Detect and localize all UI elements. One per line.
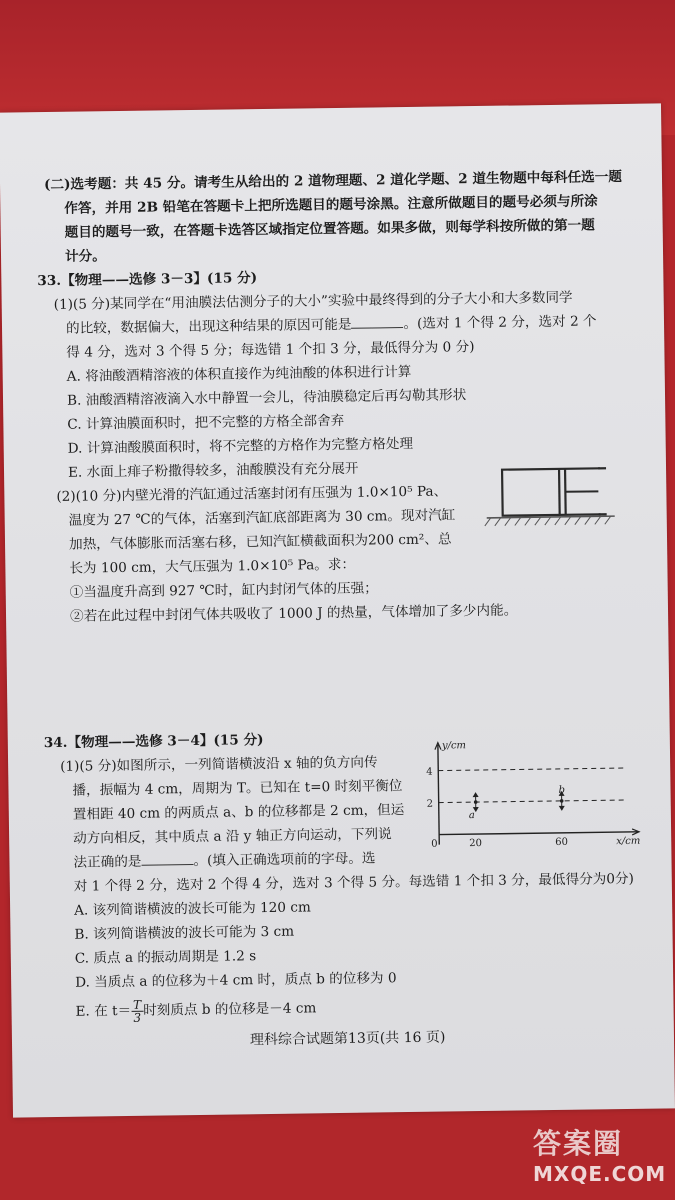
fraction-denominator: 3 (133, 1010, 142, 1025)
q34-line5a: 法正确的是 (73, 853, 142, 871)
q34-header: 34.【物理——选修 3－4】(15 分) (43, 732, 264, 752)
q33-part2-line3: 加热，气体膨胀而活塞右移，已知汽缸横截面积为200 cm²、总 (68, 531, 452, 553)
fraction-numerator: T (132, 997, 142, 1012)
q33-header: 33.【物理——选修 3－3】(15 分) (37, 270, 258, 290)
watermark-url: MXQE.COM (533, 1162, 667, 1186)
point-a-label: a (468, 810, 475, 822)
watermark-logo: 答案圈 (533, 1127, 624, 1160)
q33-part1-line2 (66, 312, 597, 337)
q33-part1-line2b: 。(选对 1 个得 2 分，选对 2 个 (403, 313, 597, 333)
displacement-line-2 (439, 800, 627, 803)
x-tick-20: 20 (469, 837, 483, 850)
wave-graph (420, 734, 652, 853)
q33-part2-item1: ①当温度升高到 927 ℃时，缸内封闭气体的压强； (69, 580, 378, 601)
q34-line4: 动方向相反，其中质点 a 沿 y 轴正方向运动，下列说 (73, 826, 392, 847)
q34-option-c: C. 质点 a 的振动周期是 1.2 s (74, 948, 257, 967)
q34-option-a: A. 该列简谐横波的波长可能为 120 cm (74, 899, 311, 919)
y-axis (438, 745, 439, 845)
q33-option-d: D. 计算油酸膜面积时，将不完整的方格作为完整方格处理 (67, 435, 414, 457)
q34-line6: 对 1 个得 2 分，选对 2 个得 4 分，选对 3 个得 5 分。每选错 1 个扣 3 分，最低得分为0分) (73, 870, 634, 895)
section2-line1: (二)选考题：共 45 分。请考生从给出的 2 道物理题、2 道化学题、2 道生物题中每科任选一题 (43, 168, 623, 194)
q34-option-e (75, 996, 316, 1024)
x-axis (439, 832, 639, 835)
q33-option-a: A. 将油酸酒精溶液的体积直接作为纯油酸的体积进行计算 (66, 363, 412, 385)
y-tick-2: 2 (426, 798, 434, 810)
answer-blank (351, 315, 403, 329)
fraction (131, 999, 143, 1024)
y-tick-4: 4 (426, 766, 433, 778)
q34-option-e-a: E. 在 t＝ (75, 1002, 132, 1020)
watermark (533, 1122, 667, 1186)
q34-option-e-b: 时刻质点 b 的位移是－4 cm (143, 1000, 317, 1019)
q33-part2-item2: ②若在此过程中封闭气体共吸收了 1000 J 的热量，气体增加了多少内能。 (69, 602, 518, 625)
y-axis-label: y/cm (441, 740, 467, 752)
q33-part1-line2a: 的比较，数据偏大，出现这种结果的原因可能是 (65, 316, 352, 337)
q34-line1: (1)(5 分)如图所示，一列简谐横波沿 x 轴的负方向传 (60, 754, 378, 775)
piston (559, 469, 560, 515)
q34-option-b: B. 该列简谐横波的波长可能为 3 cm (74, 923, 295, 943)
q34-line2: 播，振幅为 4 cm，周期为 T。已知在 t=0 时刻平衡位 (72, 778, 403, 799)
q33-option-c: C. 计算油膜面积时，把不完整的方格全部舍弃 (67, 412, 345, 433)
ground-hatch (485, 516, 615, 526)
page-footer: 理科综合试题第13页(共 16 页) (249, 1029, 446, 1049)
x-axis-label: x/cm (616, 835, 641, 848)
cylinder-diagram (474, 454, 635, 536)
q34-option-d: D. 当质点 a 的位移为＋4 cm 时，质点 b 的位移为 0 (75, 970, 397, 991)
q34-line3: 置相距 40 cm 的两质点 a、b 的位移都是 2 cm，但运 (72, 802, 405, 823)
section2-line3: 题目的题号一致，在答题卡选答区域指定位置答题。如果多做，则每学科按所做的第一题 (64, 217, 595, 241)
section2-line4: 计分。 (64, 248, 106, 265)
q33-part2-line1: (2)(10 分)内壁光滑的汽缸通过活塞封闭有压强为 1.0×10⁵ Pa、 (56, 483, 448, 505)
exam-page (0, 103, 675, 1117)
point-b-label: b (558, 784, 566, 796)
q33-part1-line1: (1)(5 分)某同学在“用油膜法估测分子的大小”实验中最终得到的分子大小和大多数同学 (53, 289, 573, 313)
q34-line5b: 。(填入正确选项前的字母。选 (193, 850, 376, 870)
q33-part2-line2: 温度为 27 ℃的气体，活塞到汽缸底部距离为 30 cm。现对汽缸 (68, 507, 456, 529)
q33-option-e: E. 水面上痱子粉撒得较多，油酸膜没有充分展开 (67, 460, 359, 481)
q33-option-b: B. 油酸酒精溶液滴入水中静置一会儿，待油膜稳定后再勾勒其形状 (66, 387, 467, 409)
origin-label: 0 (431, 838, 438, 850)
q34-line5 (73, 849, 375, 871)
x-tick-60: 60 (555, 836, 569, 848)
answer-blank (141, 852, 193, 866)
q33-part1-line3: 得 4 分，选对 3 个得 5 分；每选错 1 个扣 3 分，最低得分为 0 分) (66, 339, 475, 361)
amplitude-line-4 (438, 768, 626, 771)
q33-part2-line4: 长为 100 cm，大气压强为 1.0×10⁵ Pa。求： (69, 556, 356, 577)
section2-line2: 作答，并用 2B 铅笔在答题卡上把所选题目的题号涂黑。注意所做题目的题号必须与所涂 (64, 193, 598, 217)
